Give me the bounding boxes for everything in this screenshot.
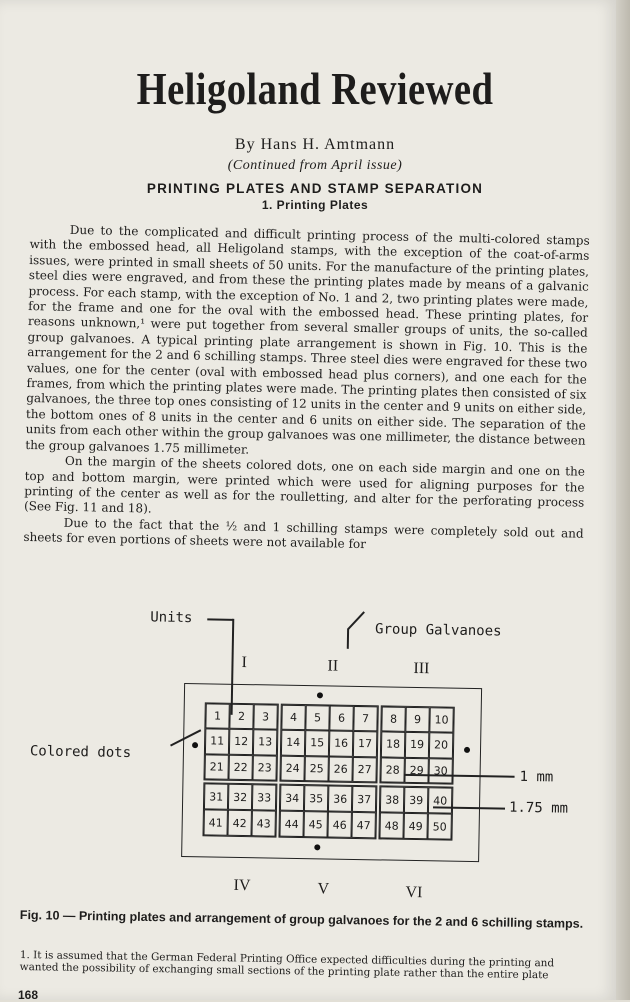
colored-dot-left bbox=[192, 742, 198, 748]
stamp-unit: 17 bbox=[353, 731, 377, 757]
stamp-unit: 20 bbox=[429, 733, 453, 759]
stamp-unit: 27 bbox=[352, 757, 376, 783]
one-mm-label: 1 mm bbox=[519, 768, 554, 786]
stamp-unit: 45 bbox=[303, 811, 327, 837]
stamp-unit: 32 bbox=[228, 784, 252, 810]
colored-dot-right bbox=[464, 747, 470, 753]
stamp-unit: 6 bbox=[329, 706, 353, 732]
stamp-unit: 46 bbox=[327, 811, 351, 837]
stamp-unit: 36 bbox=[328, 786, 352, 812]
galvano-group-1 bbox=[203, 702, 278, 781]
one-75-mm-label: 1.75 mm bbox=[508, 799, 569, 817]
stamp-unit: 44 bbox=[279, 811, 303, 837]
galvano-group-3 bbox=[379, 705, 454, 784]
units-label: Units bbox=[150, 609, 193, 627]
stamp-unit: 40 bbox=[428, 787, 452, 813]
stamp-unit: 37 bbox=[352, 786, 376, 812]
stamp-unit: 11 bbox=[205, 729, 229, 755]
paragraph: Due to the complicated and difficult printing process of the multi-colored stamps with the embossed head, all Heligoland stamps, with the exception of the coat-of-arms issues, were printed in small sheets of 50 units. For the manufacture of the printing plates, steel dies were engraved, and from these the printing plates made by means of a galvanic process. For each stamp, with the exception of No. 1 and 2, two printing plates were made, for the frame and one for the oval with the embossed head. These printing plates, for reasons unknown,¹ were put together from several smaller groups of units, the so-called group galvanoes. A typical printing plate arrangement is shown in Fig. 10. This is the arrangement for the 2 and 6 schilling stamps. Three steel dies were engraved for these two values, one for the center (oval with embossed head plus corners), and one each for the frames, from which the printing plates were made. The printing plates then consisted of six galvanoes, the three top ones consisting of 12 units in the center and 9 units on either side, the bottom ones of 8 units in the center and 6 units on either side. The separation of the units from each other within the group galvanoes was one millimeter, the distance between the group galvanoes 1.75 millimeter. bbox=[25, 222, 590, 457]
stamp-unit: 49 bbox=[403, 813, 427, 839]
stamp-unit: 23 bbox=[252, 755, 276, 781]
article-body bbox=[23, 222, 590, 557]
subsection-heading: 1. Printing Plates bbox=[261, 198, 369, 212]
stamp-unit: 19 bbox=[405, 732, 429, 758]
stamp-unit: 2 bbox=[229, 704, 253, 730]
paragraph: Due to the fact that the ½ and 1 schilling stamps were completely sold out and sheets for even portions of sheets were not available for bbox=[23, 515, 584, 552]
group-numeral-5: V bbox=[317, 880, 330, 898]
group-numeral-2: II bbox=[327, 657, 339, 675]
section-heading: PRINTING PLATES AND STAMP SEPARATION bbox=[146, 181, 484, 196]
stamp-unit: 39 bbox=[404, 787, 428, 813]
stamp-unit: 33 bbox=[252, 784, 276, 810]
stamp-unit: 14 bbox=[281, 730, 305, 756]
group-galvanoes-label: Group Galvanoes bbox=[374, 621, 502, 640]
stamp-unit: 26 bbox=[328, 756, 352, 782]
stamp-unit: 5 bbox=[305, 705, 329, 731]
galvanoes-leader-v bbox=[347, 629, 349, 649]
stamp-unit: 29 bbox=[404, 757, 428, 783]
footnote-text: It is assumed that the German Federal Printing Office expected difficulties during the printing and wanted the possibility of exchanging small sections of the printing plate rather than the entire plate bbox=[19, 949, 555, 981]
figure-caption: Fig. 10 — Printing plates and arrangement of group galvanoes for the 2 and 6 schilling stamps. bbox=[19, 907, 584, 931]
stamp-unit: 38 bbox=[380, 786, 404, 812]
byline: By Hans H. Amtmann bbox=[234, 136, 396, 153]
stamp-unit: 42 bbox=[227, 810, 251, 836]
stamp-unit: 43 bbox=[251, 810, 275, 836]
continued-note: (Continued from April issue) bbox=[227, 158, 403, 173]
stamp-unit: 16 bbox=[329, 731, 353, 757]
stamp-unit: 4 bbox=[281, 705, 305, 731]
units-leader-h bbox=[207, 618, 233, 620]
colored-dot-top bbox=[317, 692, 323, 698]
figure-10 bbox=[0, 595, 630, 916]
stamp-unit: 21 bbox=[204, 754, 228, 780]
stamp-unit: 12 bbox=[229, 729, 253, 755]
galvano-group-5 bbox=[278, 784, 377, 840]
printing-plate bbox=[181, 683, 482, 862]
article-title: Heligoland Reviewed bbox=[136, 63, 494, 114]
group-numeral-6: VI bbox=[405, 883, 423, 902]
stamp-unit: 24 bbox=[280, 755, 304, 781]
stamp-unit: 9 bbox=[405, 707, 429, 733]
stamp-unit: 7 bbox=[353, 706, 377, 732]
stamp-unit: 34 bbox=[280, 785, 304, 811]
paragraph: On the margin of the sheets colored dots, one on each side margin and one on the top and bottom margin, were printed which were used for aligning purposes for the printing of the center as well as for the roulletting, and alter for the perforating process (See Fig. 11 and 18). bbox=[23, 453, 586, 516]
group-numeral-1: I bbox=[241, 653, 247, 672]
page-number: 168 bbox=[18, 988, 39, 1002]
stamp-unit: 8 bbox=[381, 706, 405, 732]
colored-dot-bottom bbox=[314, 844, 320, 850]
stamp-unit: 41 bbox=[203, 809, 227, 835]
stamp-unit: 31 bbox=[204, 783, 228, 809]
stamp-unit: 48 bbox=[379, 812, 403, 838]
galvanoes-leader-diag bbox=[347, 611, 364, 630]
group-numeral-4: IV bbox=[233, 876, 251, 895]
stamp-unit: 50 bbox=[427, 813, 451, 839]
stamp-unit: 18 bbox=[381, 732, 405, 758]
galvano-group-4 bbox=[202, 782, 277, 837]
stamp-unit: 13 bbox=[253, 730, 277, 756]
group-numeral-3: III bbox=[413, 659, 430, 678]
galvano-group-6 bbox=[378, 785, 453, 840]
colored-dots-label: Colored dots bbox=[29, 743, 132, 762]
stamp-unit: 10 bbox=[429, 707, 453, 733]
stamp-unit: 28 bbox=[380, 757, 404, 783]
stamp-unit: 25 bbox=[304, 756, 328, 782]
footnote-marker: 1. bbox=[19, 949, 30, 962]
stamp-unit: 3 bbox=[253, 704, 277, 730]
stamp-unit: 1 bbox=[205, 703, 229, 729]
galvano-group-2 bbox=[279, 704, 378, 784]
stamp-unit: 30 bbox=[428, 758, 452, 784]
stamp-unit: 22 bbox=[228, 754, 252, 780]
stamp-unit: 35 bbox=[304, 785, 328, 811]
stamp-unit: 47 bbox=[351, 812, 375, 838]
stamp-unit: 15 bbox=[305, 730, 329, 756]
